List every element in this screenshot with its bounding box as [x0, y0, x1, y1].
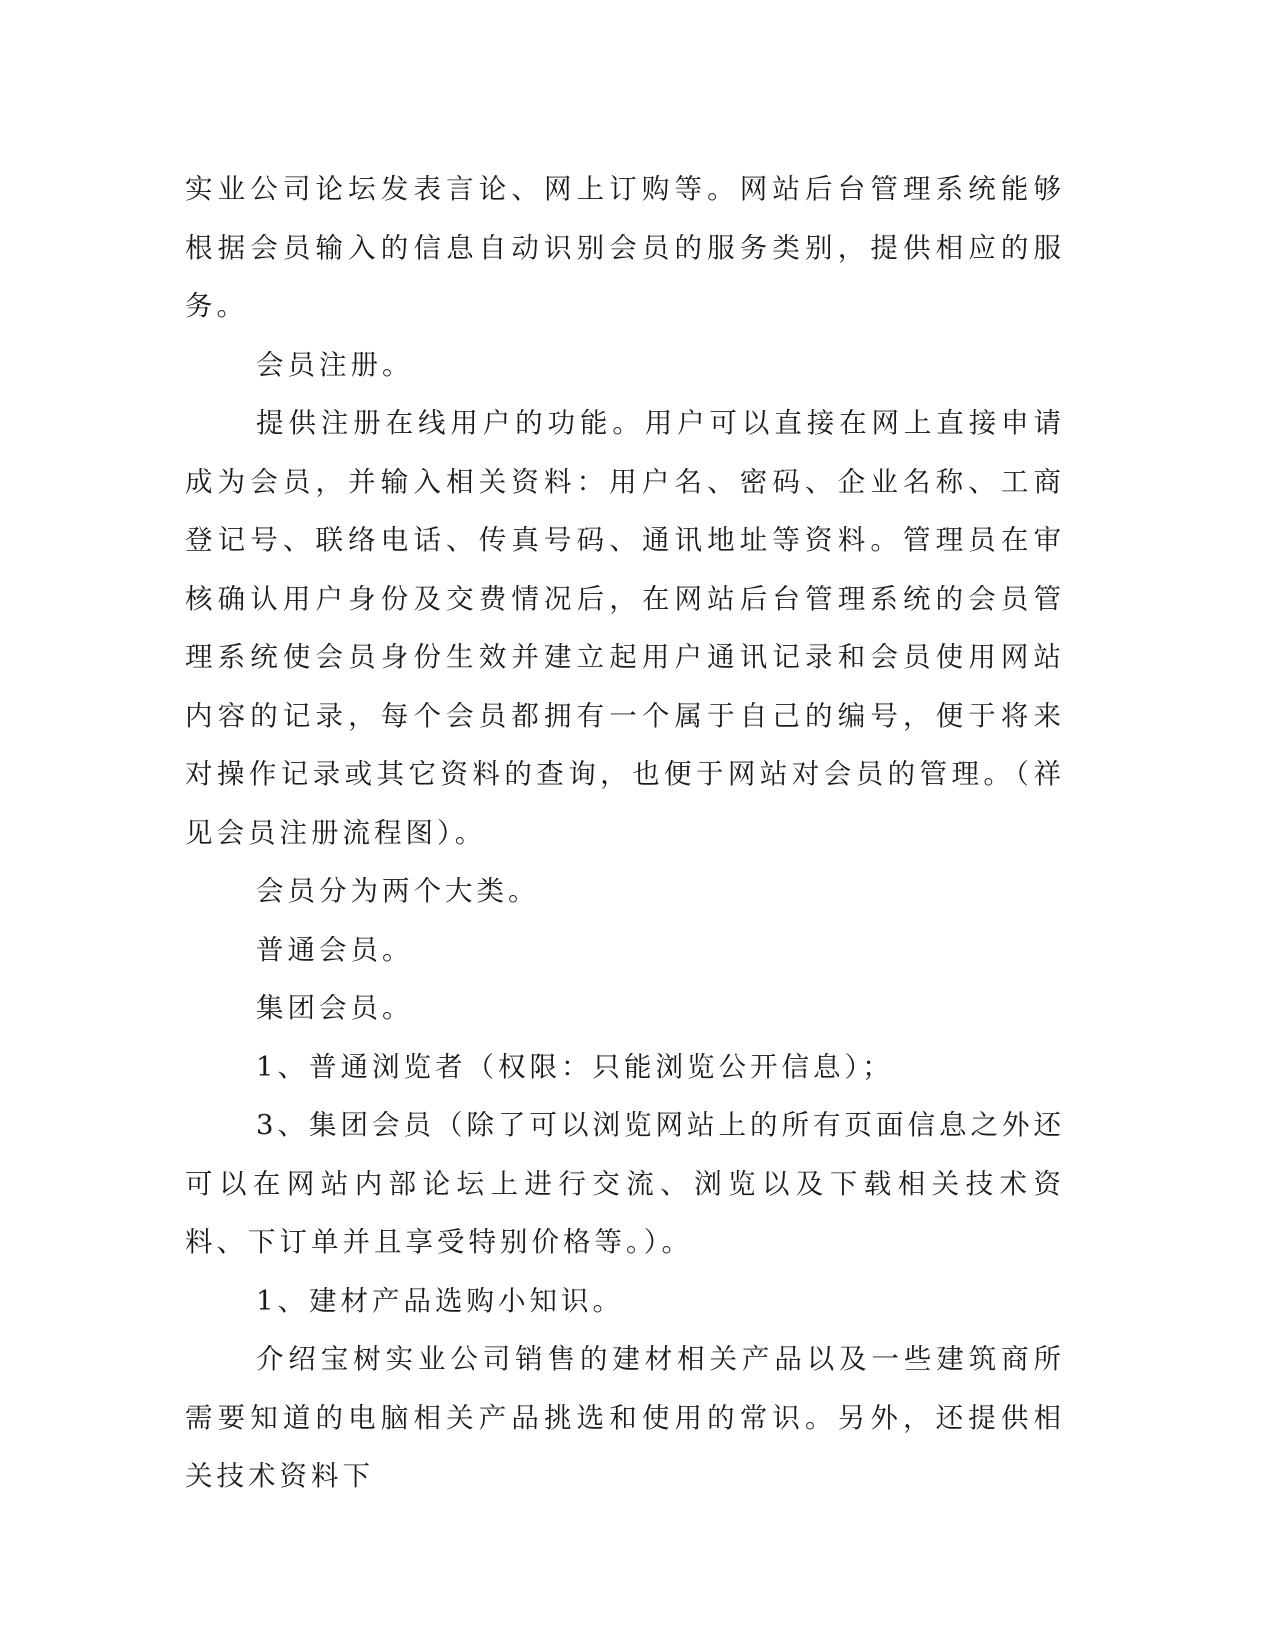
paragraph-regular-browser-permission: 1、普通浏览者（权限：只能浏览公开信息）； [256, 1050, 894, 1083]
paragraph-registration-description: 提供注册在线用户的功能。用户可以直接在网上直接申请成为会员，并输入相关资料：用户名、密码、企业名称、工商登记号、联络电话、传真号码、通讯地址等资料。管理员在审核确认用户身份及交费情况后，在网站后台管理系统的会员管理系统使会员身份生效并建立起用户通讯记录和会员使用网站内容的记录，每个会员都拥有一个属于自己的编号，便于将来对操作记录或其它资料的查询，也便于网站对会员的管理。（祥见会员注册流程图）。 [185, 407, 1065, 849]
paragraph-group-member-permission: 3、集团会员（除了可以浏览网站上的所有页面信息之外还可以在网站内部论坛上进行交流、浏览以及下载相关技术资料、下订单并且享受特别价格等。）。 [185, 1109, 1065, 1258]
list-item-group-member: 集团会员。 [256, 992, 414, 1024]
list-item-regular-member: 普通会员。 [256, 933, 414, 966]
heading-member-registration: 会员注册。 [256, 348, 414, 381]
paragraph-intro-continuation: 实业公司论坛发表言论、网上订购等。网站后台管理系统能够根据会员输入的信息自动识别会员的服务类别，提供相应的服务。 [185, 173, 1065, 322]
document-page [185, 160, 1065, 1506]
paragraph-member-categories: 会员分为两个大类。 [256, 875, 540, 907]
paragraph-product-tips-description: 介绍宝树实业公司销售的建材相关产品以及一些建筑商所需要知道的电脑相关产品挑选和使用的常识。另外，还提供相关技术资料下 [185, 1343, 1065, 1492]
heading-product-tips: 1、建材产品选购小知识。 [256, 1284, 624, 1317]
